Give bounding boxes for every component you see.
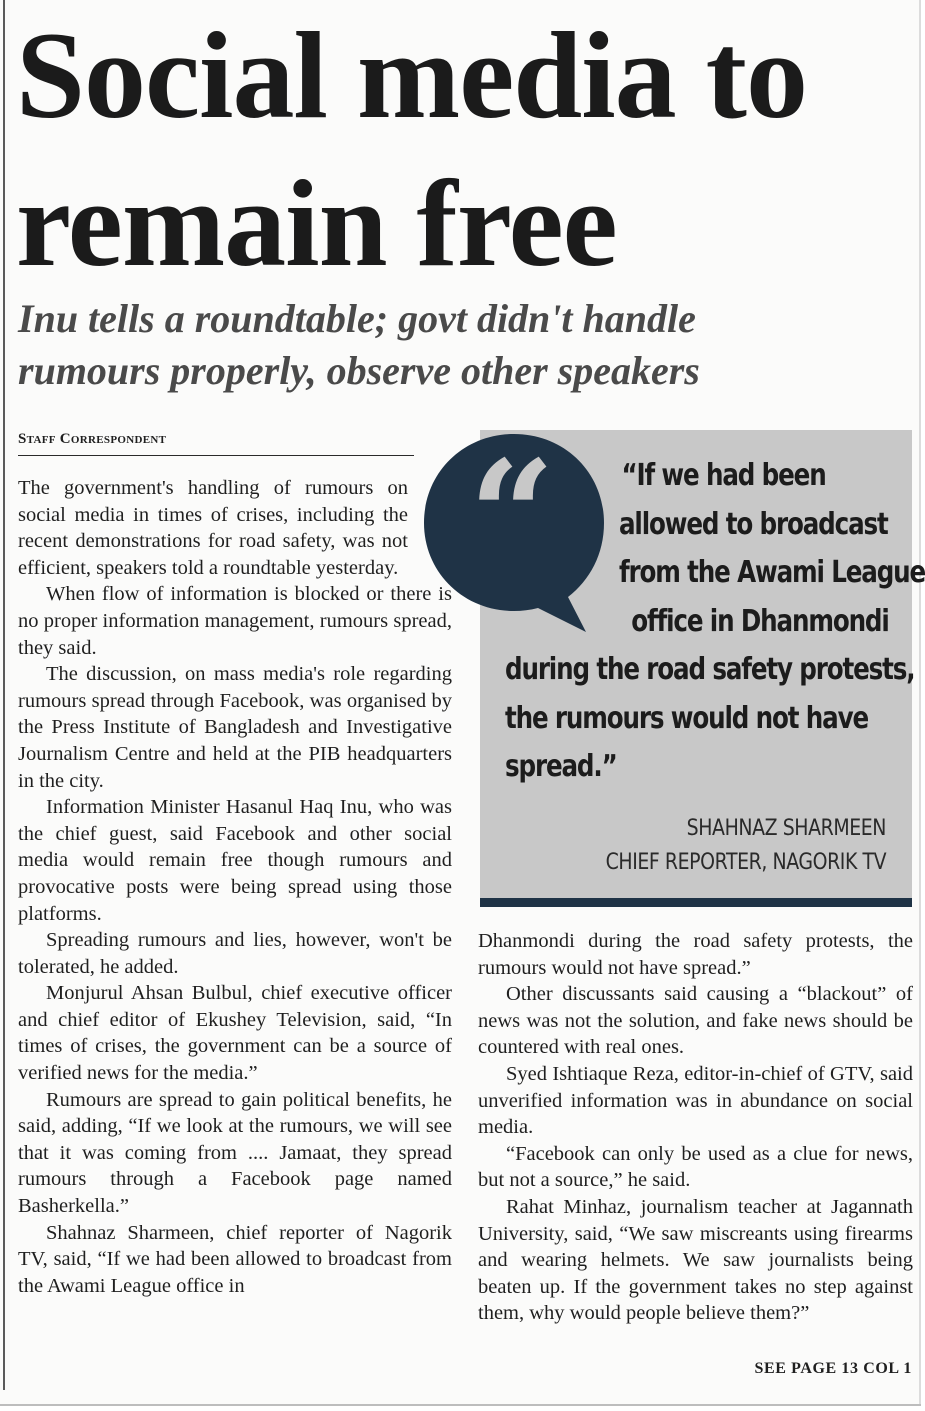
article-column-right (478, 928, 913, 1327)
pull-quote-line: spread.” (505, 749, 617, 784)
column-rule (3, 0, 5, 1390)
headline-line-1: Social media to (16, 7, 807, 144)
article-paragraph: The discussion, on mass media's role regarding rumours spread through Facebook, was organised by the Press Institute of Bangladesh and Investigative Journalism Centre and held at the PIB headquarters in the city. (18, 663, 452, 792)
article-paragraph: “Facebook can only be used as a clue for news, but not a source,” he said. (478, 1142, 913, 1192)
article-paragraph: Monjurul Ahsan Bulbul, chief executive officer and chief editor of Ekushey Television, said, “In times of crises, the government can be a source of verified news for the media.” (18, 982, 452, 1085)
pull-quote-text (505, 452, 925, 792)
subheadline (18, 293, 898, 397)
article-paragraph: Shahnaz Sharmeen, chief reporter of Nagorik TV, said, “If we had been allowed to broadcast from the Awami League office in (18, 1221, 452, 1297)
article-paragraph: The government's handling of rumours on social media in times of crises, including the recent demonstrations for road safety, was not efficient, speakers told a roundtable yesterday. (18, 477, 408, 579)
article-paragraph: Rumours are spread to gain political benefits, he said, adding, “If we look at the rumours, we will see that it was coming from .... Jamaat, they spread rumours through a Facebook page named Basherkella.” (18, 1088, 452, 1218)
headline (16, 2, 911, 298)
article-paragraph: Dhanmondi during the road safety protests, the rumours would not have spread.” (478, 930, 913, 979)
subheadline-line-1: Inu tells a roundtable; govt didn't handle (18, 296, 696, 341)
subheadline-line-2: rumours properly, observe other speakers (18, 348, 700, 393)
article-paragraph: Syed Ishtiaque Reza, editor-in-chief of GTV, said unverified information was in abundance on social media. (478, 1062, 913, 1139)
pull-quote-line: from the Awami League (618, 555, 925, 590)
pull-quote-line: office in Dhanmondi (631, 603, 889, 639)
page-edge (919, 0, 921, 1405)
pull-quote-line: allowed to broadcast (618, 506, 888, 542)
article-paragraph: When flow of information is blocked or there is no proper information management, rumours spread, they said. (18, 583, 452, 659)
article-paragraph: Information Minister Hasanul Haq Inu, who was the chief guest, said Facebook and other social media would remain free though rumours and provocative posts were being spread using those platforms. (18, 796, 452, 925)
bottom-rule (0, 1404, 921, 1406)
pull-quote-attribution (560, 812, 886, 880)
article-paragraph: Other discussants said causing a “blackout” of news was not the solution, and fake news should be countered with real ones. (478, 983, 913, 1059)
article-paragraph: Spreading rumours and lies, however, won't be tolerated, he added. (18, 929, 452, 978)
headline-line-2: remain free (16, 155, 617, 292)
pull-quote-line: the rumours would not have (505, 700, 869, 736)
continuation-note: SEE PAGE 13 COL 1 (754, 1360, 912, 1377)
pull-quote-line: “If we had been (621, 458, 826, 493)
pull-quote-line: during the road safety protests, (505, 652, 915, 687)
article-paragraph: Rahat Minhaz, journalism teacher at Jagannath University, said, “We saw miscreants using firearms and wearing helmets. We saw journalists being beaten up. If the government takes no step against them, why would people believe them?” (478, 1195, 913, 1325)
article-column-left (18, 475, 452, 1299)
attribution-name: SHAHNAZ SHARMEEN (686, 816, 886, 841)
attribution-title: CHIEF REPORTER, NAGORIK TV (605, 850, 887, 875)
byline: Staff Correspondent (18, 431, 414, 456)
svg-text:“: “ (468, 428, 556, 604)
